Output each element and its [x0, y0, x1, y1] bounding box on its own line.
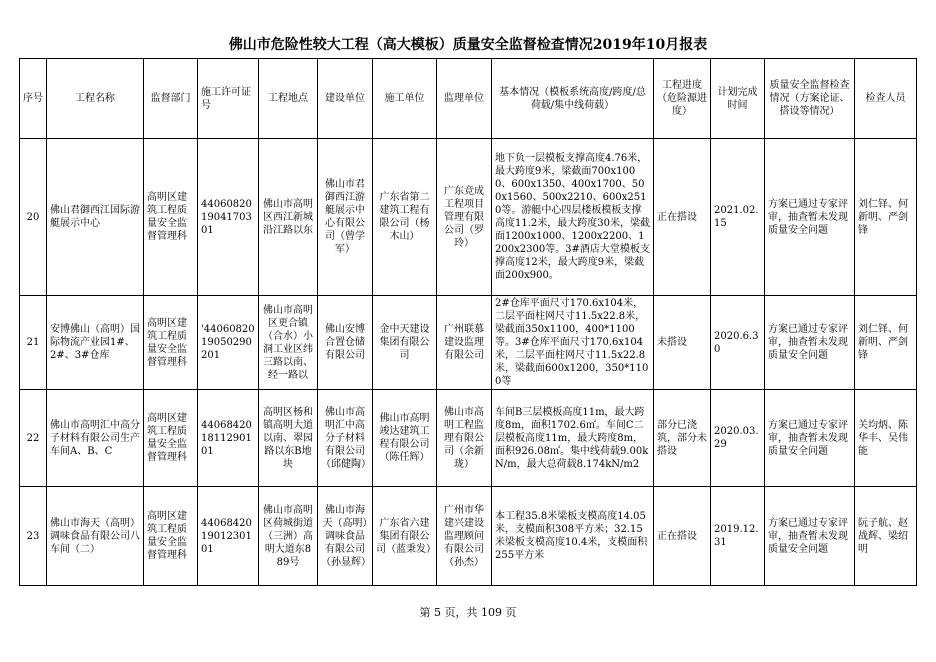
- contractor-unit: 广东省第二建筑工程有限公司（杨木山）: [373, 139, 437, 296]
- basic-info: 本工程35.8米梁板支模高度14.05米，支模面积308平方米；32.15米梁板支模高度10.4米，支模面积255平方米: [492, 487, 654, 586]
- planned-date: 2019.12.31: [711, 487, 765, 586]
- project-name: 佛山市高明汇中高分子材料有限公司生产车间A、B、C: [47, 390, 144, 487]
- inspection-table: [19, 58, 917, 586]
- progress: 正在搭设: [654, 487, 711, 586]
- progress: 正在搭设: [654, 139, 711, 296]
- header-cell: 检查人员: [855, 59, 917, 139]
- supervision-dept: 高明区建筑工程质量安全监督管理科: [144, 296, 198, 390]
- table-row: [20, 487, 917, 586]
- inspectors: 刘仁铎、何新明、严剑锋: [855, 296, 917, 390]
- header-cell: 工程地点: [259, 59, 318, 139]
- inspection-result: 方案已通过专家评审，抽查暂未发现质量安全问题: [765, 390, 855, 487]
- basic-info: 车间B三层模板高度11m，最大跨度8m，面积1702.6㎡。车间C二层模板高度11m，最大跨度8m，面积926.08㎡。集中线荷载9.00kN/m，最大总荷载8.174kN/m2: [492, 390, 654, 487]
- planned-date: 2021.02.15: [711, 139, 765, 296]
- contractor-unit: 佛山市高明竣达建筑工程有限公司（陈任辉）: [373, 390, 437, 487]
- basic-info: 地下负一层模板支撑高度4.76米，最大跨度9米，梁截面700x1000、600x1350、400x1700、500x1560、500x2210、600x2510等。游艇中心四层楼板模板支撑高度11.2米，最大跨度30米，梁截面1200x1000、1200x2200、1200x2300等。3#酒店大堂模板支撑高度12米，最大跨度9米，梁截面200x900。: [492, 139, 654, 296]
- row-number: 21: [20, 296, 47, 390]
- owner-unit: 佛山市高明汇中高分子材料有限公司（邱健陶）: [318, 390, 373, 487]
- contractor-unit: 广东省六建集团有限公司（蓝秉发）: [373, 487, 437, 586]
- basic-info: 2#仓库平面尺寸170.6x104米，二层平面柱网尺寸11.5x22.8米，梁截面350x1100，400*1100等。3#仓库平面尺寸170.6x104米，二层平面柱网尺寸11.5x22.8米，梁截面600x1200，350*1100等: [492, 296, 654, 390]
- project-location: 佛山市高明区更合镇（合水）小洞工业区纬三路以南、经一路以: [259, 296, 318, 390]
- project-name: 佛山君御西江国际游艇展示中心: [47, 139, 144, 296]
- header-cell: 工程名称: [47, 59, 144, 139]
- progress: 部分已浇筑，部分未搭设: [654, 390, 711, 487]
- planned-date: 2020.03.29: [711, 390, 765, 487]
- table-row: [20, 296, 917, 390]
- header-cell: 工程进度（危险源进度）: [654, 59, 711, 139]
- permit-number: 440684201901230101: [198, 487, 259, 586]
- inspection-result: 方案已通过专家评审，抽查暂未发现质量安全问题: [765, 296, 855, 390]
- header-cell: 监理单位: [437, 59, 492, 139]
- table-row: [20, 139, 917, 296]
- row-number: 20: [20, 139, 47, 296]
- header-cell: 监督部门: [144, 59, 198, 139]
- row-number: 23: [20, 487, 47, 586]
- inspectors: 刘仁铎、何新明、严剑锋: [855, 139, 917, 296]
- supervisor-unit: 佛山市高明工程监理有限公司（余新珑）: [437, 390, 492, 487]
- header-cell: 计划完成时间: [711, 59, 765, 139]
- inspection-result: 方案已通过专家评审，抽查暂未发现质量安全问题: [765, 139, 855, 296]
- project-location: 佛山市高明区西江新城沿江路以东: [259, 139, 318, 296]
- inspection-result: 方案已通过专家评审，抽查暂未发现质量安全问题: [765, 487, 855, 586]
- supervision-dept: 高明区建筑工程质量安全监督管理科: [144, 139, 198, 296]
- project-name: 安博佛山（高明）国际物流产业园1#、2#、3#仓库: [47, 296, 144, 390]
- table-row: [20, 390, 917, 487]
- progress: 未搭设: [654, 296, 711, 390]
- header-cell: 序号: [20, 59, 47, 139]
- page-title: 佛山市危险性较大工程（高大模板）质量安全监督检查情况2019年10月报表: [228, 37, 708, 53]
- permit-number: 440608201904170301: [198, 139, 259, 296]
- supervision-dept: 高明区建筑工程质量安全监督管理科: [144, 487, 198, 586]
- owner-unit: 佛山市君御西江游艇展示中心有限公司（曾学军）: [318, 139, 373, 296]
- page-footer: 第 5 页，共 109 页: [419, 606, 517, 619]
- table-header-row: [20, 59, 917, 139]
- header-cell: 基本情况（模板系统高度/跨度/总荷载/集中线荷载）: [492, 59, 654, 139]
- inspectors: 关均炳、陈华丰、吴伟能: [855, 390, 917, 487]
- project-location: 高明区杨和镇高明大道以南、翠园路以东B地块: [259, 390, 318, 487]
- header-cell: 施工许可证号: [198, 59, 259, 139]
- project-name: 佛山市海天（高明）调味食品有限公司八车间（二）: [47, 487, 144, 586]
- contractor-unit: 金中天建设集团有限公司: [373, 296, 437, 390]
- supervisor-unit: 广州联慕建设监理有限公司: [437, 296, 492, 390]
- row-number: 22: [20, 390, 47, 487]
- supervisor-unit: 广东竞成工程项目管理有限公司（罗玲）: [437, 139, 492, 296]
- header-cell: 质量安全监督检查情况（方案论证、搭设等情况）: [765, 59, 855, 139]
- owner-unit: 佛山安博合置仓储有限公司: [318, 296, 373, 390]
- permit-number: 440684201811290101: [198, 390, 259, 487]
- header-cell: 建设单位: [318, 59, 373, 139]
- project-location: 佛山市高明区荷城街道（三洲）高明大道东889号: [259, 487, 318, 586]
- owner-unit: 佛山市海天（高明）调味食品有限公司（孙显辉）: [318, 487, 373, 586]
- supervisor-unit: 广州市华建兴建设监理顾问有限公司（孙杰）: [437, 487, 492, 586]
- inspectors: 阮子航、赵战辉、梁绍明: [855, 487, 917, 586]
- permit-number: '4406082019050290201: [198, 296, 259, 390]
- header-cell: 施工单位: [373, 59, 437, 139]
- supervision-dept: 高明区建筑工程质量安全监督管理科: [144, 390, 198, 487]
- planned-date: 2020.6.30: [711, 296, 765, 390]
